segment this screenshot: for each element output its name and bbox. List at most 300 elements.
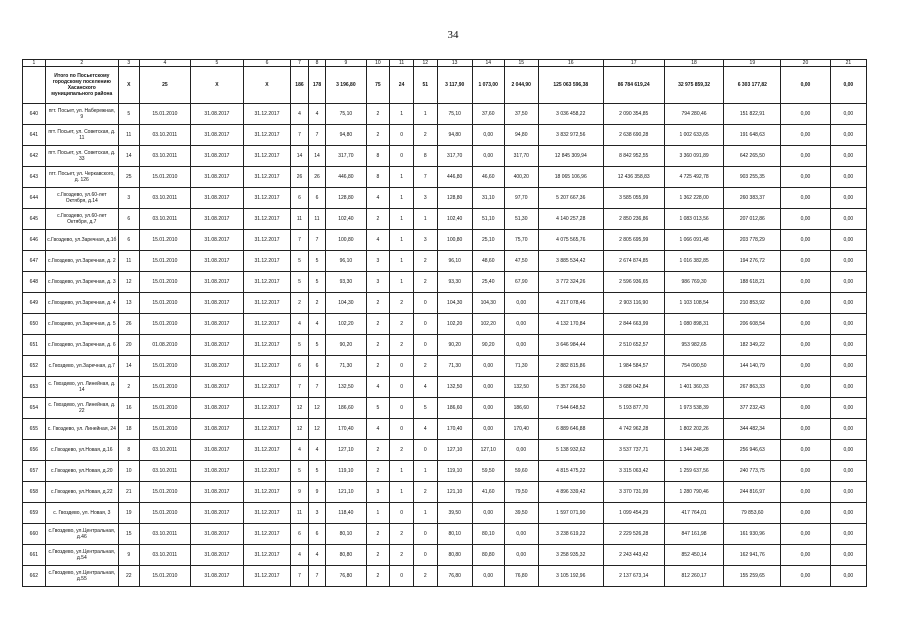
table-cell: 0 xyxy=(413,524,437,545)
table-cell: 9 xyxy=(308,482,326,503)
table-cell: 2 xyxy=(366,566,390,587)
total-cell: 125 063 596,38 xyxy=(538,67,603,104)
table-cell: 132,50 xyxy=(437,377,472,398)
table-cell: 03.10.2011 xyxy=(139,545,191,566)
address-cell: с.Гвоздево, ул.Новая, д.20 xyxy=(45,461,118,482)
table-cell: 642 265,50 xyxy=(724,146,781,167)
table-cell: 1 016 382,85 xyxy=(664,251,724,272)
table-cell: 76,80 xyxy=(437,566,472,587)
table-cell: 1 099 454,29 xyxy=(603,503,664,524)
table-cell: 31.12.2017 xyxy=(243,314,290,335)
table-cell: 15.01.2010 xyxy=(139,356,191,377)
table-row xyxy=(23,524,867,545)
table-cell: 75,70 xyxy=(504,230,538,251)
table-cell: 162 941,76 xyxy=(724,545,781,566)
table-cell: 31.08.2017 xyxy=(191,440,244,461)
table-cell: 2 844 663,99 xyxy=(603,314,664,335)
table-cell: 14 xyxy=(118,356,139,377)
table-cell: 660 xyxy=(23,524,46,545)
table-cell: 653 xyxy=(23,377,46,398)
total-cell: 186 xyxy=(291,67,309,104)
table-cell: 754 090,50 xyxy=(664,356,724,377)
table-cell: 51,10 xyxy=(472,209,504,230)
table-cell: 2 xyxy=(390,524,414,545)
table-cell: 812 260,17 xyxy=(664,566,724,587)
table-cell: 0,00 xyxy=(830,230,866,251)
table-cell: 1 xyxy=(413,104,437,125)
table-cell: 186,60 xyxy=(326,398,366,419)
table-cell: 1 xyxy=(390,104,414,125)
table-cell: 657 xyxy=(23,461,46,482)
table-cell: 2 674 874,85 xyxy=(603,251,664,272)
table-cell: 31.08.2017 xyxy=(191,482,244,503)
table-cell: 1 xyxy=(413,461,437,482)
table-cell: 15.01.2010 xyxy=(139,167,191,188)
table-cell: 0,00 xyxy=(781,503,831,524)
column-number: 5 xyxy=(191,60,244,67)
table-cell: 1 xyxy=(413,503,437,524)
table-cell: 206 608,54 xyxy=(724,314,781,335)
table-cell: 649 xyxy=(23,293,46,314)
table-cell: 0 xyxy=(390,356,414,377)
table-cell: 12 436 358,83 xyxy=(603,167,664,188)
table-cell: 2 638 690,28 xyxy=(603,125,664,146)
table-cell: 15.01.2010 xyxy=(139,377,191,398)
table-cell: 0 xyxy=(390,503,414,524)
table-cell: 0 xyxy=(413,545,437,566)
table-cell: 31.12.2017 xyxy=(243,566,290,587)
address-cell: с.Гвоздево, ул.Новая, д.16 xyxy=(45,440,118,461)
table-cell: 15.01.2010 xyxy=(139,251,191,272)
table-cell: 2 xyxy=(413,125,437,146)
table-cell: 0,00 xyxy=(781,566,831,587)
table-cell: 151 822,91 xyxy=(724,104,781,125)
table-cell: 0,00 xyxy=(781,356,831,377)
table-cell: 0,00 xyxy=(472,566,504,587)
table-cell: 48,60 xyxy=(472,251,504,272)
table-cell: 0,00 xyxy=(504,545,538,566)
table-cell: 76,80 xyxy=(504,566,538,587)
table-cell: 0,00 xyxy=(830,545,866,566)
table-cell: 2 xyxy=(413,356,437,377)
column-number: 15 xyxy=(504,60,538,67)
table-cell: 0,00 xyxy=(472,377,504,398)
table-cell: 1 597 071,90 xyxy=(538,503,603,524)
table-cell: 2 xyxy=(413,272,437,293)
table-cell: 170,40 xyxy=(437,419,472,440)
table-cell: 93,30 xyxy=(437,272,472,293)
table-cell: 2 510 652,57 xyxy=(603,335,664,356)
table-cell: 5 xyxy=(308,251,326,272)
table-cell: 4 xyxy=(366,377,390,398)
table-cell: 31.08.2017 xyxy=(191,146,244,167)
table-cell: 651 xyxy=(23,335,46,356)
table-cell: 2 243 443,42 xyxy=(603,545,664,566)
table-cell: 3 xyxy=(366,272,390,293)
table-cell: 0,00 xyxy=(830,398,866,419)
table-cell: 31.12.2017 xyxy=(243,230,290,251)
table-cell: 31.12.2017 xyxy=(243,293,290,314)
table-cell: 93,30 xyxy=(326,272,366,293)
table-cell: 15.01.2010 xyxy=(139,419,191,440)
table-cell: 0,00 xyxy=(781,524,831,545)
address-cell: с. Гвоздево, ул. Новая, 3 xyxy=(45,503,118,524)
table-cell: 1 xyxy=(390,272,414,293)
column-number: 8 xyxy=(308,60,326,67)
table-cell: 652 xyxy=(23,356,46,377)
table-cell: 127,10 xyxy=(472,440,504,461)
table-cell: 794 280,46 xyxy=(664,104,724,125)
table-row xyxy=(23,503,867,524)
table-cell: 3 360 091,89 xyxy=(664,146,724,167)
table-cell: 18 065 106,96 xyxy=(538,167,603,188)
table-cell: 3 238 619,22 xyxy=(538,524,603,545)
table-cell: 2 xyxy=(413,482,437,503)
table-cell: 8 842 952,55 xyxy=(603,146,664,167)
total-cell: 6 303 177,82 xyxy=(724,67,781,104)
table-cell: 51,30 xyxy=(504,209,538,230)
table-cell: 0,00 xyxy=(830,566,866,587)
total-cell: 3 117,90 xyxy=(437,67,472,104)
table-cell: 0,00 xyxy=(830,146,866,167)
column-number: 19 xyxy=(724,60,781,67)
table-cell: 5 xyxy=(291,335,309,356)
table-cell: 1 xyxy=(390,482,414,503)
table-cell: 144 140,79 xyxy=(724,356,781,377)
table-cell: 6 xyxy=(291,524,309,545)
table-cell: 31.08.2017 xyxy=(191,545,244,566)
table-cell: 3 258 935,32 xyxy=(538,545,603,566)
table-row xyxy=(23,356,867,377)
table-cell: 14 xyxy=(118,146,139,167)
table-cell: 03.10.2011 xyxy=(139,146,191,167)
table-cell: 25,10 xyxy=(472,230,504,251)
table-cell: 104,30 xyxy=(326,293,366,314)
table-cell: 6 889 646,88 xyxy=(538,419,603,440)
table-cell: 80,10 xyxy=(326,524,366,545)
table-cell: 4 896 339,42 xyxy=(538,482,603,503)
table-cell: 31.08.2017 xyxy=(191,167,244,188)
table-cell: 4 xyxy=(413,419,437,440)
table-cell: 0,00 xyxy=(504,314,538,335)
table-cell: 31.08.2017 xyxy=(191,209,244,230)
table-cell: 4 xyxy=(291,440,309,461)
table-cell: 7 xyxy=(308,377,326,398)
table-row xyxy=(23,314,867,335)
table-cell: 31.08.2017 xyxy=(191,314,244,335)
table-cell: 643 xyxy=(23,167,46,188)
table-cell: 11 xyxy=(291,503,309,524)
table-row xyxy=(23,251,867,272)
column-number: 1 xyxy=(23,60,46,67)
table-cell: 15.01.2010 xyxy=(139,293,191,314)
table-cell: 15.01.2010 xyxy=(139,104,191,125)
table-cell: 5 xyxy=(291,251,309,272)
table-cell: 0,00 xyxy=(781,272,831,293)
table-cell: 31.12.2017 xyxy=(243,398,290,419)
address-cell: с. Гвоздево, ул. Линейная, д. 14 xyxy=(45,377,118,398)
table-cell: 80,80 xyxy=(437,545,472,566)
total-cell: 86 784 619,24 xyxy=(603,67,664,104)
table-cell: 31.12.2017 xyxy=(243,356,290,377)
table-cell: 03.10.2011 xyxy=(139,461,191,482)
table-cell: 15 xyxy=(118,524,139,545)
table-cell: 100,80 xyxy=(437,230,472,251)
table-cell: 31.08.2017 xyxy=(191,398,244,419)
column-number: 3 xyxy=(118,60,139,67)
table-cell: 31.08.2017 xyxy=(191,251,244,272)
table-cell: 5 357 266,50 xyxy=(538,377,603,398)
table-cell: 4 xyxy=(413,377,437,398)
address-cell: с.Гвоздево, ул.Новая, д.22 xyxy=(45,482,118,503)
table-cell: 127,10 xyxy=(326,440,366,461)
table-cell: 658 xyxy=(23,482,46,503)
table-cell: 650 xyxy=(23,314,46,335)
table-cell: 11 xyxy=(291,209,309,230)
table-cell: 6 xyxy=(291,356,309,377)
table-cell: 317,70 xyxy=(326,146,366,167)
table-cell: 5 207 667,36 xyxy=(538,188,603,209)
table-cell: 903 255,35 xyxy=(724,167,781,188)
table-cell: 7 xyxy=(291,566,309,587)
table-cell: 31.12.2017 xyxy=(243,482,290,503)
table-cell: 1 259 637,56 xyxy=(664,461,724,482)
table-cell: 4 xyxy=(366,230,390,251)
table-cell: 267 863,33 xyxy=(724,377,781,398)
table-cell: 2 xyxy=(118,377,139,398)
table-cell: 1 066 091,48 xyxy=(664,230,724,251)
table-cell: 76,80 xyxy=(326,566,366,587)
table-cell: 15.01.2010 xyxy=(139,503,191,524)
table-cell: 71,30 xyxy=(504,356,538,377)
table-cell: 90,20 xyxy=(472,335,504,356)
table-cell: 7 xyxy=(308,566,326,587)
table-cell: 03.10.2011 xyxy=(139,188,191,209)
table-cell: 5 xyxy=(308,335,326,356)
table-cell: 1 362 228,00 xyxy=(664,188,724,209)
table-cell: 2 850 236,86 xyxy=(603,209,664,230)
table-cell: 11 xyxy=(118,251,139,272)
table-cell: 1 083 013,56 xyxy=(664,209,724,230)
table-cell: 11 xyxy=(308,209,326,230)
table-cell: 644 xyxy=(23,188,46,209)
table-cell: 0,00 xyxy=(781,125,831,146)
table-cell: 1 xyxy=(366,503,390,524)
table-cell: 90,20 xyxy=(326,335,366,356)
table-cell: 417 764,01 xyxy=(664,503,724,524)
table-cell: 5 xyxy=(308,461,326,482)
table-cell: 12 xyxy=(291,398,309,419)
table-cell: 4 742 962,28 xyxy=(603,419,664,440)
address-cell: с.Гвоздево, ул.Заречная, д. 3 xyxy=(45,272,118,293)
table-cell: 1 802 202,26 xyxy=(664,419,724,440)
table-cell: 102,20 xyxy=(326,314,366,335)
table-cell: 03.10.2011 xyxy=(139,440,191,461)
table-cell: 3 105 192,96 xyxy=(538,566,603,587)
table-cell: 11 xyxy=(118,125,139,146)
table-cell: 4 xyxy=(308,440,326,461)
table-cell: 0,00 xyxy=(781,251,831,272)
table-cell: 0,00 xyxy=(781,104,831,125)
table-cell: 2 xyxy=(366,524,390,545)
table-cell: 0,00 xyxy=(830,524,866,545)
address-cell: с.Гвоздево, ул.60-лет Октября, д.7 xyxy=(45,209,118,230)
table-cell: 0 xyxy=(390,377,414,398)
table-cell: 21 xyxy=(118,482,139,503)
table-cell: 0,00 xyxy=(781,293,831,314)
table-cell: 3 xyxy=(413,230,437,251)
table-cell: 80,10 xyxy=(437,524,472,545)
table-cell: 2 xyxy=(366,104,390,125)
address-cell: с.Гвоздево, ул.Центральная, д.55 xyxy=(45,566,118,587)
table-cell: 170,40 xyxy=(326,419,366,440)
table-cell: 0,00 xyxy=(472,503,504,524)
table-cell: 0,00 xyxy=(830,482,866,503)
table-cell: 5 xyxy=(291,461,309,482)
table-cell: 4 xyxy=(366,419,390,440)
table-cell: 0,00 xyxy=(830,503,866,524)
total-cell: 3 196,80 xyxy=(326,67,366,104)
page-number: 34 xyxy=(447,29,459,41)
table-cell: 31.08.2017 xyxy=(191,356,244,377)
table-cell: 0,00 xyxy=(504,293,538,314)
table-cell: 37,50 xyxy=(504,104,538,125)
total-cell: 0,00 xyxy=(781,67,831,104)
table-cell: 4 217 078,46 xyxy=(538,293,603,314)
table-cell: 641 xyxy=(23,125,46,146)
table-cell: 0,00 xyxy=(504,440,538,461)
table-cell: 210 853,92 xyxy=(724,293,781,314)
table-cell: 1 984 584,57 xyxy=(603,356,664,377)
table-cell: 121,10 xyxy=(326,482,366,503)
table-row xyxy=(23,398,867,419)
table-cell: 31.12.2017 xyxy=(243,209,290,230)
table-cell: 0,00 xyxy=(781,230,831,251)
table-cell: 0,00 xyxy=(472,398,504,419)
table-cell: 25 xyxy=(118,167,139,188)
table-row xyxy=(23,566,867,587)
table-cell: 3 xyxy=(413,188,437,209)
column-number: 12 xyxy=(413,60,437,67)
table-cell: 2 xyxy=(413,566,437,587)
table-cell: 3 832 972,56 xyxy=(538,125,603,146)
table-cell: 2 xyxy=(291,293,309,314)
table-cell: 8 xyxy=(366,167,390,188)
table-cell: 13 xyxy=(118,293,139,314)
table-cell: 94,80 xyxy=(504,125,538,146)
table-cell: 7 xyxy=(291,125,309,146)
table-row xyxy=(23,440,867,461)
table-cell: 0,00 xyxy=(830,167,866,188)
table-cell: 67,90 xyxy=(504,272,538,293)
table-cell: 400,20 xyxy=(504,167,538,188)
table-cell: 0,00 xyxy=(781,188,831,209)
table-row xyxy=(23,419,867,440)
table-cell: 0,00 xyxy=(781,314,831,335)
table-cell: 4 132 170,84 xyxy=(538,314,603,335)
housing-table xyxy=(22,59,867,587)
table-cell: 59,50 xyxy=(472,461,504,482)
table-cell: 0,00 xyxy=(781,419,831,440)
table-cell: 1 xyxy=(390,167,414,188)
table-cell: 5 xyxy=(118,104,139,125)
table-cell: 170,40 xyxy=(504,419,538,440)
table-cell: 1 xyxy=(390,251,414,272)
table-cell: 80,80 xyxy=(472,545,504,566)
table-cell: 31.08.2017 xyxy=(191,461,244,482)
table-cell: 203 778,29 xyxy=(724,230,781,251)
address-cell: с.Гвоздево, ул.Заречная, д. 5 xyxy=(45,314,118,335)
table-row xyxy=(23,545,867,566)
table-cell: 4 075 565,76 xyxy=(538,230,603,251)
table-cell: 90,20 xyxy=(437,335,472,356)
address-cell: пгт. Посьет, ул. Набережная, 9 xyxy=(45,104,118,125)
table-cell: 654 xyxy=(23,398,46,419)
table-cell: 128,80 xyxy=(437,188,472,209)
table-cell: 9 xyxy=(291,482,309,503)
table-cell: 317,70 xyxy=(504,146,538,167)
table-cell: 47,50 xyxy=(504,251,538,272)
table-cell: 3 xyxy=(366,251,390,272)
table-cell: 03.10.2011 xyxy=(139,209,191,230)
address-cell: с.Гвоздево, ул.Заречная, д. 6 xyxy=(45,335,118,356)
table-cell: 256 946,63 xyxy=(724,440,781,461)
table-cell: 0,00 xyxy=(504,524,538,545)
table-cell: 121,10 xyxy=(437,482,472,503)
table-cell: 0,00 xyxy=(781,440,831,461)
table-cell: 31.12.2017 xyxy=(243,104,290,125)
table-cell: 31,10 xyxy=(472,188,504,209)
table-cell: 16 xyxy=(118,398,139,419)
table-cell: 3 646 984,44 xyxy=(538,335,603,356)
table-cell: 8 xyxy=(413,146,437,167)
table-cell: 7 544 648,52 xyxy=(538,398,603,419)
table-cell: 12 xyxy=(308,398,326,419)
table-cell: 656 xyxy=(23,440,46,461)
address-cell: с.Гвоздево, ул.Заречная, д. 2 xyxy=(45,251,118,272)
table-cell: 20 xyxy=(118,335,139,356)
table-cell: 0 xyxy=(413,335,437,356)
table-cell: 3 xyxy=(118,188,139,209)
table-cell: 0,00 xyxy=(830,125,866,146)
table-cell: 31.08.2017 xyxy=(191,230,244,251)
table-cell: 102,40 xyxy=(326,209,366,230)
total-cell: 32 975 859,32 xyxy=(664,67,724,104)
table-cell: 3 370 731,99 xyxy=(603,482,664,503)
table-cell: 5 138 932,62 xyxy=(538,440,603,461)
table-cell: 6 xyxy=(118,209,139,230)
table-cell: 15.01.2010 xyxy=(139,272,191,293)
table-cell: 6 xyxy=(291,188,309,209)
column-number-row xyxy=(23,60,867,67)
table-cell: 240 773,75 xyxy=(724,461,781,482)
table-row xyxy=(23,482,867,503)
table-cell: 22 xyxy=(118,566,139,587)
table-cell: 104,30 xyxy=(437,293,472,314)
table-cell: 3 315 063,42 xyxy=(603,461,664,482)
table-cell: 31.12.2017 xyxy=(243,419,290,440)
table-cell: 119,10 xyxy=(437,461,472,482)
address-cell: с. Гвоздево, ул. Линейная, д. 22 xyxy=(45,398,118,419)
table-cell: 655 xyxy=(23,419,46,440)
table-cell: 3 036 458,22 xyxy=(538,104,603,125)
table-cell: 14 xyxy=(308,146,326,167)
table-cell: 0 xyxy=(413,293,437,314)
table-cell: 132,50 xyxy=(326,377,366,398)
table-cell: 0,00 xyxy=(781,398,831,419)
table-cell: 31.12.2017 xyxy=(243,188,290,209)
table-cell: 96,10 xyxy=(437,251,472,272)
